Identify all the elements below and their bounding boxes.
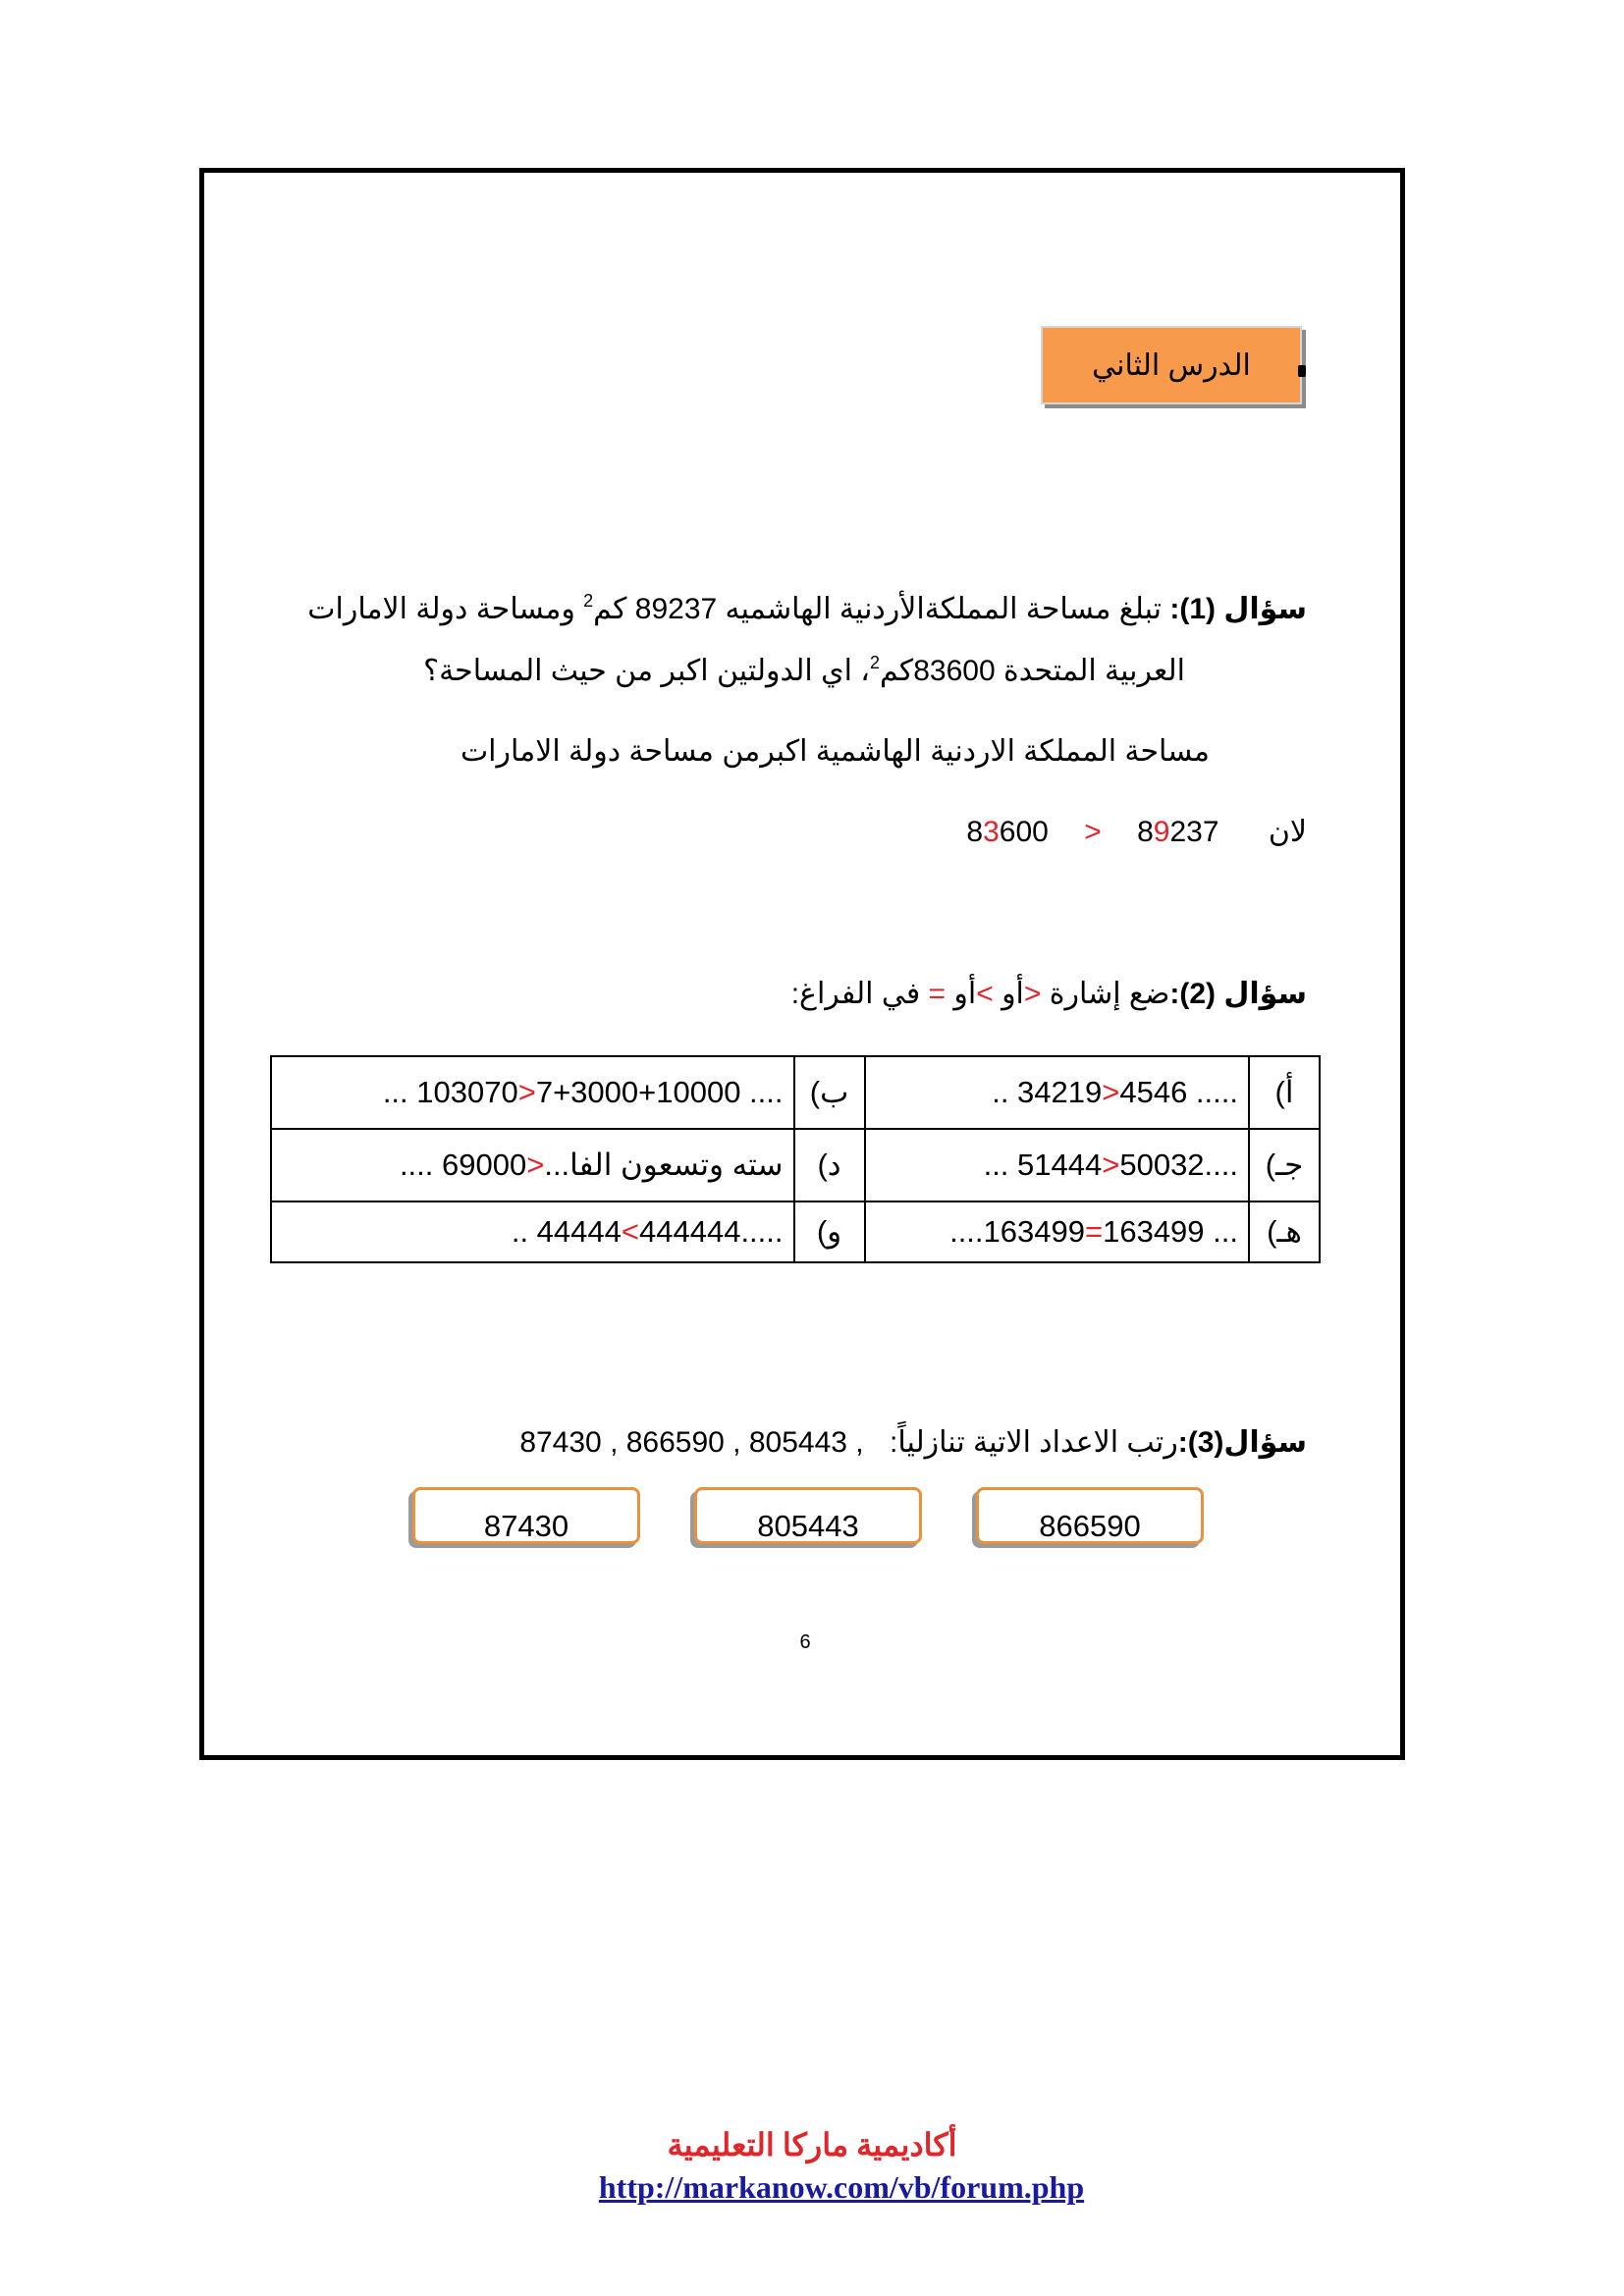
q1-sup2: 2 bbox=[869, 653, 880, 672]
q1-because: لان bbox=[1268, 816, 1307, 848]
q1-comparison bbox=[966, 816, 1218, 849]
q2-text-c: أو bbox=[946, 978, 977, 1010]
expression-cell: .. 34219>4546 ..... bbox=[865, 1056, 1249, 1129]
table-row bbox=[271, 1056, 1320, 1129]
q1-num2-b: 3 bbox=[983, 816, 1000, 848]
q2-text-b: أو bbox=[993, 978, 1024, 1010]
q3-text: رتب الاعداد الاتية تنازلياً: bbox=[889, 1426, 1178, 1459]
lesson-title-box bbox=[1041, 326, 1302, 404]
q1-text-b: ومساحة دولة الامارات bbox=[307, 593, 584, 625]
q1-num1-b: 9 bbox=[1153, 816, 1170, 848]
footer-title: أكاديمية ماركا التعليمية bbox=[667, 2127, 957, 2163]
expression-cell: ....163499=163499 ... bbox=[865, 1201, 1249, 1262]
q3-line bbox=[519, 1425, 1307, 1460]
expression-cell: .... 69000>سته وتسعون الفا... bbox=[271, 1129, 794, 1201]
expression-cell: .. 44444<444444..... bbox=[271, 1201, 794, 1262]
table-row bbox=[271, 1201, 1320, 1262]
q1-line2 bbox=[423, 654, 1185, 688]
row-letter: جـ) bbox=[1249, 1129, 1320, 1201]
q2-text-a: ضع إشارة bbox=[1041, 978, 1170, 1010]
q1-line2-a: العربية المتحدة 83600كم bbox=[879, 655, 1185, 687]
order-box-1: 866590 bbox=[976, 1487, 1204, 1544]
decorative-mark bbox=[1298, 365, 1306, 377]
expression-cell: ... 103070>7+3000+10000 .... bbox=[271, 1056, 794, 1129]
q2-text-d: في الفراغ: bbox=[790, 978, 929, 1010]
q1-line2-b: ، اي الدولتين اكبر من حيث المساحة؟ bbox=[423, 655, 870, 687]
footer-link[interactable]: http://markanow.com/vb/forum.php bbox=[598, 2169, 1085, 2205]
row-letter: د) bbox=[794, 1129, 865, 1201]
row-letter: ب) bbox=[794, 1056, 865, 1129]
q1-line1 bbox=[307, 592, 1307, 626]
q1-sup1: 2 bbox=[583, 591, 594, 611]
q2-lt: < bbox=[1023, 978, 1042, 1010]
q1-num1-a: 8 bbox=[1137, 816, 1154, 848]
q2-line bbox=[791, 977, 1307, 1011]
row-letter: و) bbox=[794, 1201, 865, 1262]
order-box-2: 805443 bbox=[694, 1487, 922, 1544]
q2-gt: > bbox=[976, 978, 994, 1010]
q1-label: سؤال (1): bbox=[1169, 593, 1307, 625]
table-row bbox=[271, 1129, 1320, 1201]
expression-cell: ... 51444>50032.... bbox=[865, 1129, 1249, 1201]
q2-eq: = bbox=[928, 978, 947, 1010]
q1-sign: > bbox=[1084, 816, 1102, 848]
q3-numbers: 87430 , 866590 , 805443 , bbox=[519, 1426, 864, 1459]
q1-answer: مساحة المملكة الاردنية الهاشمية اكبرمن مساحة دولة الامارات bbox=[460, 735, 1210, 768]
page-number: 6 bbox=[799, 1631, 811, 1653]
q1-text-a: تبلغ مساحة المملكةالأردنية الهاشميه 89237 كم bbox=[593, 593, 1170, 625]
q1-num1-c: 237 bbox=[1169, 816, 1219, 848]
row-letter: هـ) bbox=[1249, 1201, 1320, 1262]
lesson-title: الدرس الثاني bbox=[1092, 348, 1251, 382]
q3-label: سؤال(3): bbox=[1177, 1426, 1307, 1459]
q1-num2-a: 8 bbox=[966, 816, 984, 848]
q1-because-line bbox=[966, 815, 1307, 849]
row-letter: أ) bbox=[1249, 1056, 1320, 1129]
q1-num2-c: 600 bbox=[999, 816, 1049, 848]
order-box-3: 87430 bbox=[412, 1487, 640, 1544]
q2-table bbox=[270, 1055, 1321, 1263]
q2-label: سؤال (2): bbox=[1169, 978, 1307, 1010]
